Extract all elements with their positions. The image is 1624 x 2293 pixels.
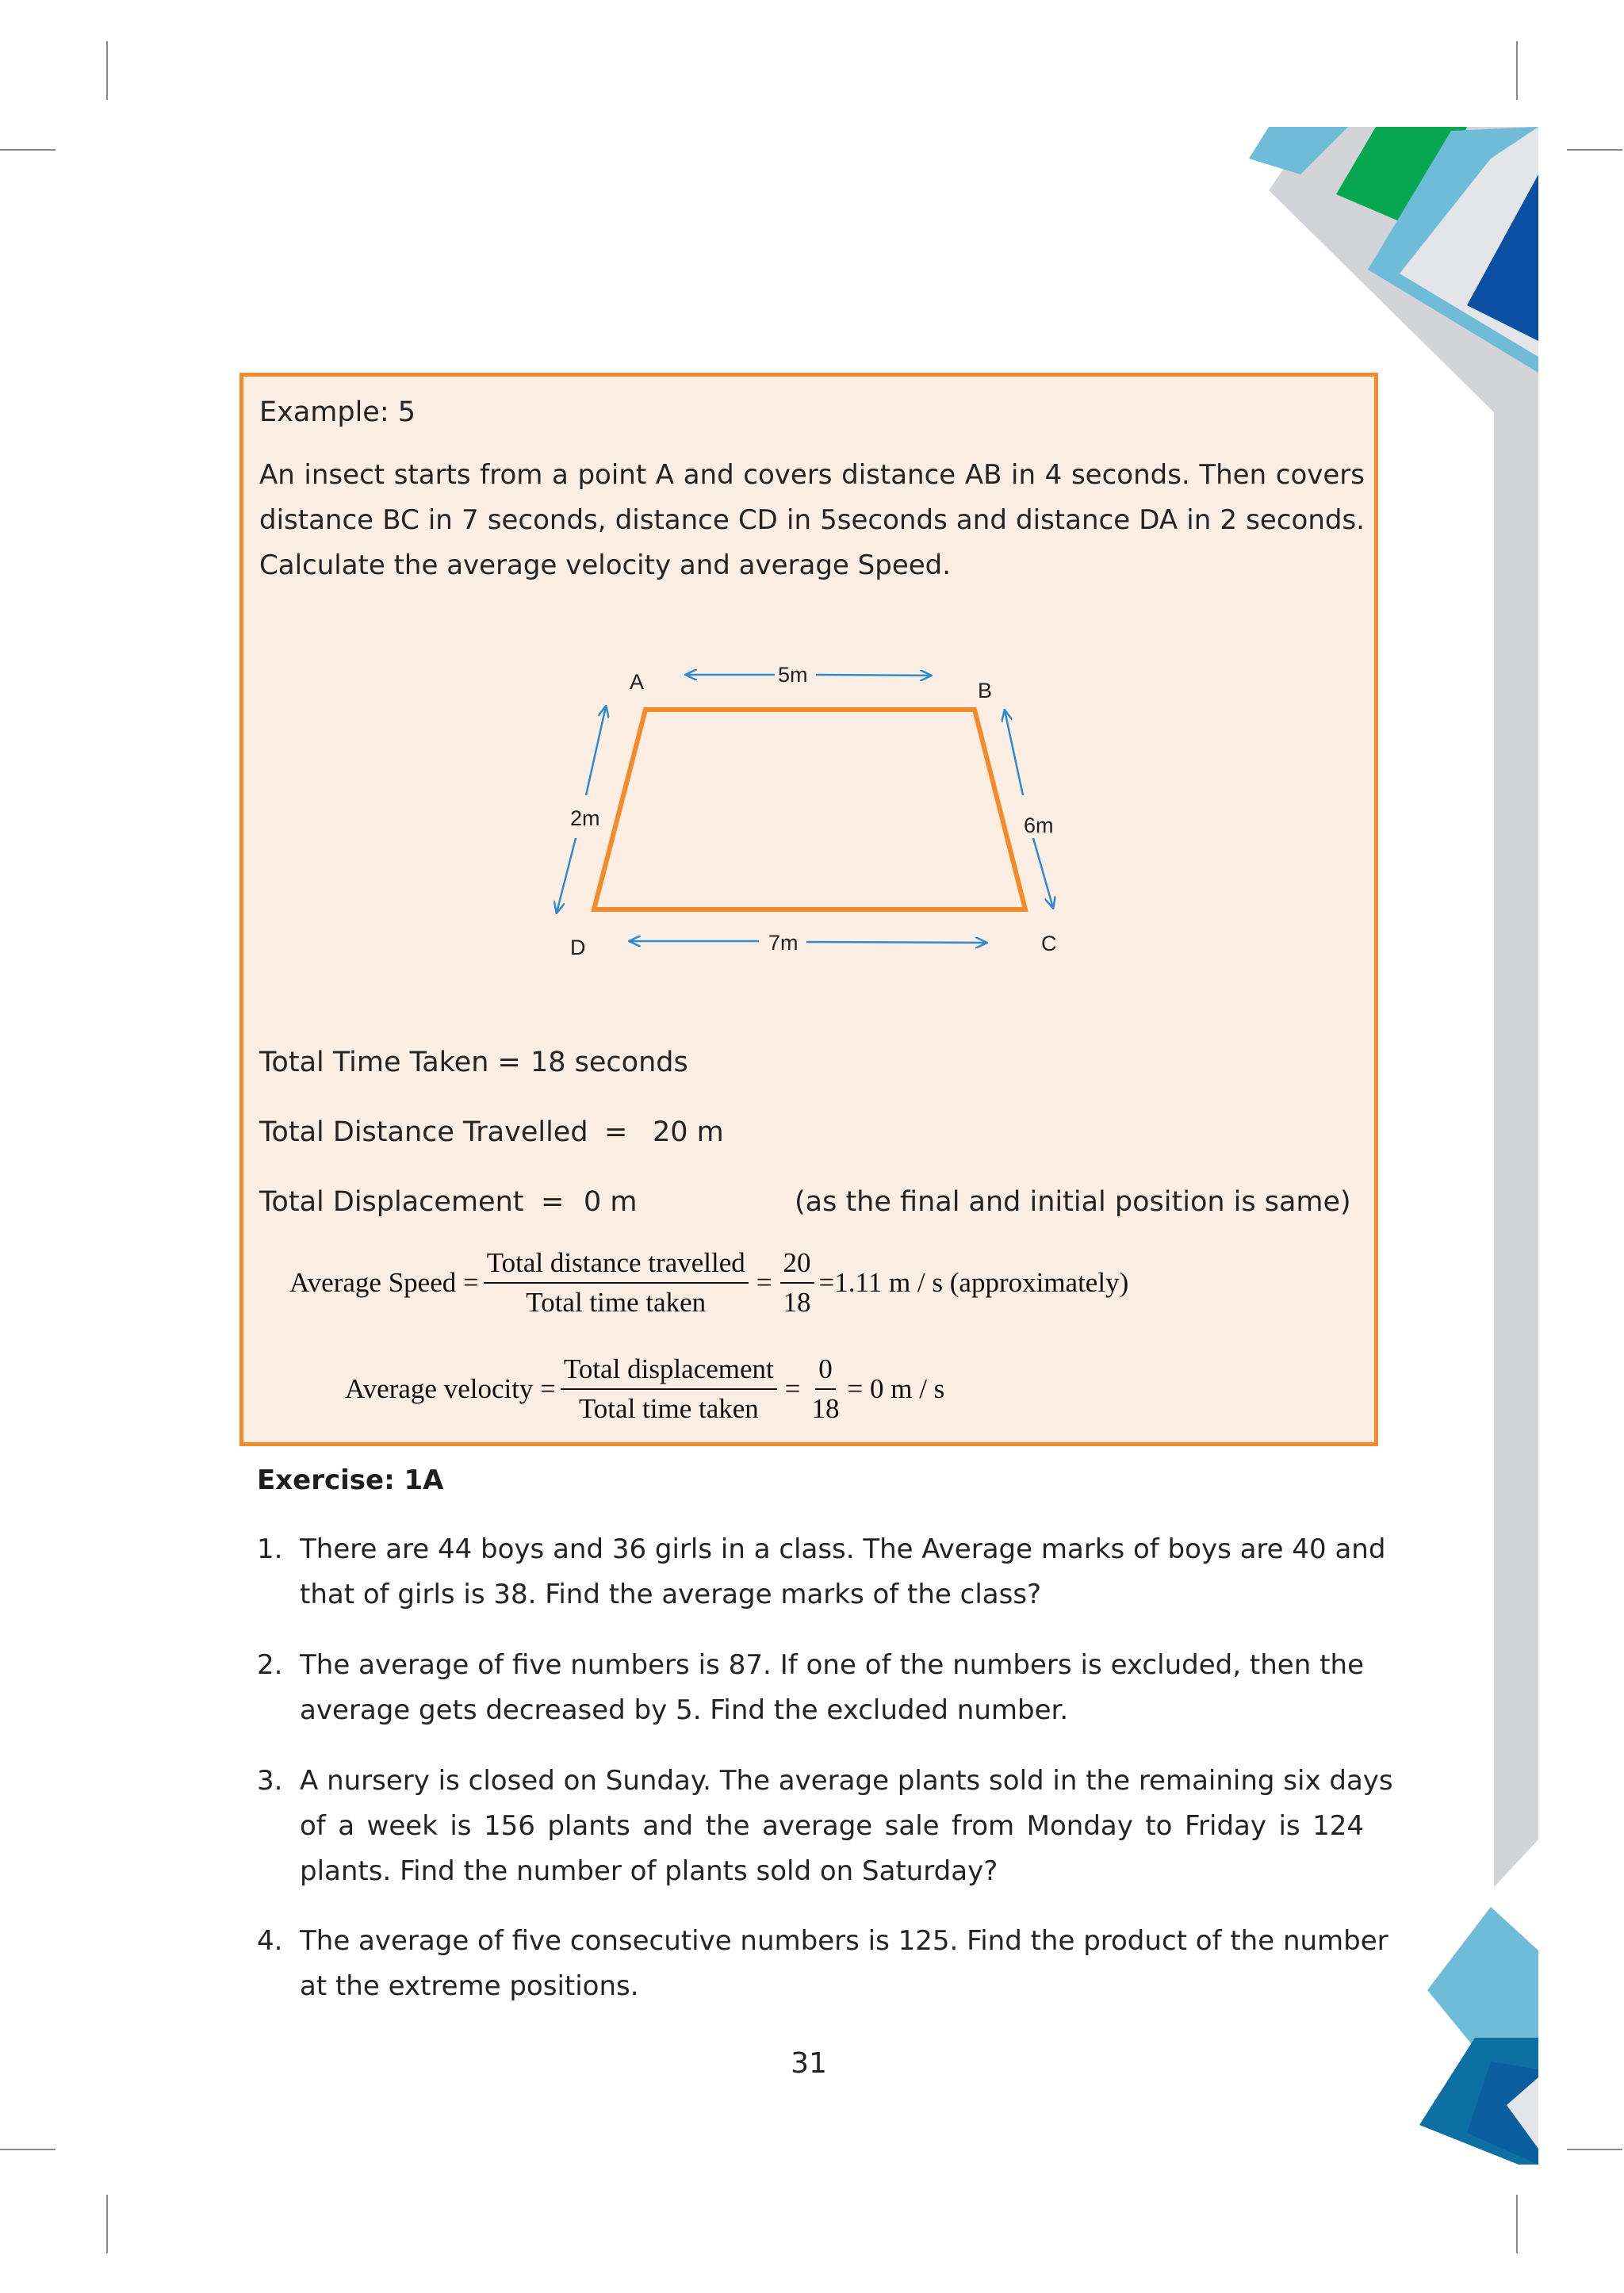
problem-line: An insect starts from a point A and covers distance AB in 4 seconds. Then covers: [259, 459, 1365, 491]
total-time-label: Total Time Taken =: [259, 1047, 521, 1078]
speed-eq: =: [756, 1267, 772, 1298]
problem-line: distance BC in 7 seconds, distance CD in 5seconds and distance DA in 2 seconds.: [259, 504, 1365, 536]
total-displacement-value: 0 m: [584, 1186, 638, 1218]
exercise-question: [257, 1643, 1364, 1733]
average-velocity-formula: [345, 1352, 944, 1426]
side-label-left: 2m: [570, 806, 600, 830]
question-number: 2.: [257, 1649, 283, 1681]
speed-numerator: Total distance travelled: [484, 1246, 749, 1284]
question-number: 3.: [257, 1765, 283, 1797]
trapezoid-shape: [594, 710, 1025, 909]
exercise-question: [257, 1759, 1393, 1894]
velocity-denominator: Total time taken: [578, 1393, 759, 1424]
velocity-value-fraction: [809, 1352, 843, 1426]
total-distance-value: 20 m: [653, 1116, 724, 1148]
top-side-arrow: [816, 675, 931, 676]
question-line: The average of five consecutive numbers is 125. Find the product of the number: [300, 1925, 1388, 1957]
exercise-question: [257, 1919, 1388, 2009]
total-distance-label: Total Distance Travelled: [259, 1116, 588, 1148]
question-line: average gets decreased by 5. Find the excluded number.: [300, 1694, 1069, 1726]
example-heading: Example: 5: [259, 396, 416, 428]
velocity-eq: =: [784, 1373, 801, 1404]
velocity-value-denominator: 18: [811, 1393, 840, 1424]
velocity-lhs: Average velocity =: [345, 1373, 556, 1404]
speed-result: =1.11 m / s (approximately): [818, 1267, 1129, 1298]
velocity-value-numerator: 0: [815, 1352, 836, 1390]
displacement-note: (as the final and initial position is same): [795, 1186, 1351, 1218]
total-displacement-label: Total Displacement: [259, 1186, 524, 1218]
side-label-bottom: 7m: [768, 931, 799, 955]
page-number: 31: [791, 2047, 827, 2080]
speed-denominator: Total time taken: [526, 1287, 707, 1318]
question-line: of a week is 156 plants and the average sale from Monday to Friday is 124: [300, 1810, 1364, 1842]
speed-value-fraction: [780, 1246, 814, 1320]
total-time-value: 18 seconds: [530, 1047, 688, 1078]
question-line: A nursery is closed on Sunday. The average plants sold in the remaining six days: [300, 1765, 1393, 1797]
question-number: 4.: [257, 1925, 283, 1957]
total-distance-eq: =: [604, 1116, 628, 1148]
velocity-result: = 0 m / s: [847, 1373, 945, 1404]
left-side-arrow: [586, 706, 606, 795]
question-line: There are 44 boys and 36 girls in a class. The Average marks of boys are 40 and: [300, 1533, 1386, 1565]
speed-fraction: [484, 1246, 749, 1320]
speed-value-denominator: 18: [783, 1287, 811, 1318]
vertex-label-a: A: [630, 670, 645, 694]
question-line: at the extreme positions.: [300, 1970, 639, 2002]
question-number: 1.: [257, 1533, 283, 1565]
average-speed-formula: [289, 1246, 1128, 1320]
side-label-top: 5m: [778, 663, 808, 687]
bottom-side-arrow: [806, 942, 986, 943]
speed-value-numerator: 20: [780, 1246, 814, 1284]
example-box: [239, 373, 1378, 1446]
question-line: that of girls is 38. Find the average marks of the class?: [300, 1579, 1042, 1610]
speed-lhs: Average Speed =: [289, 1267, 479, 1298]
vertex-label-b: B: [978, 679, 993, 702]
vertex-label-d: D: [570, 936, 586, 959]
left-side-arrow: [557, 838, 576, 913]
exercise-title: Exercise: 1A: [257, 1464, 444, 1496]
problem-line: Calculate the average velocity and average Speed.: [259, 549, 952, 581]
velocity-fraction: [561, 1352, 777, 1426]
velocity-numerator: Total displacement: [561, 1352, 777, 1390]
exercise-question: [257, 1527, 1386, 1617]
question-line: The average of five numbers is 87. If one of the numbers is excluded, then the: [300, 1649, 1364, 1681]
right-side-arrow: [1033, 838, 1053, 908]
right-side-arrow: [1005, 710, 1023, 795]
side-label-right: 6m: [1024, 813, 1054, 837]
question-line: plants. Find the number of plants sold on Saturday?: [300, 1855, 998, 1887]
total-displacement-eq: =: [541, 1186, 565, 1218]
vertex-label-c: C: [1041, 932, 1057, 955]
